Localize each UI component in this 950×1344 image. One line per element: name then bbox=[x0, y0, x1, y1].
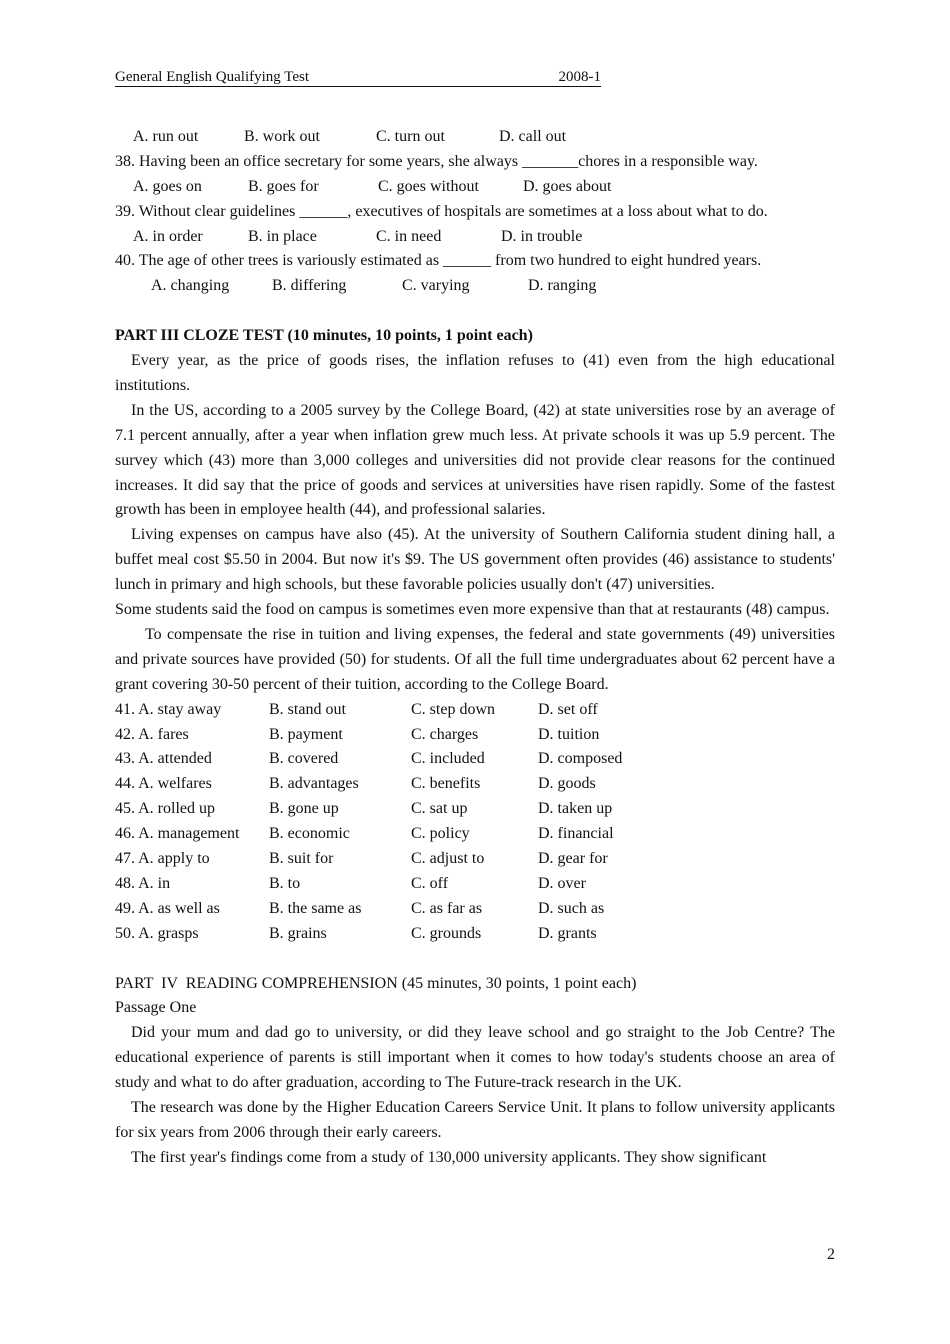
page-content bbox=[115, 125, 835, 1171]
choice-46-c: C. policy bbox=[411, 825, 470, 843]
part3-title: PART III CLOZE TEST (10 minutes, 10 points, 1 point each) bbox=[115, 327, 533, 345]
passage-paragraph-2: The research was done by the Higher Education Careers Service Unit. It plans to follow university applicants for six years from 2006 through their early careers. bbox=[115, 1099, 835, 1141]
cloze-paragraph-2: In the US, according to a 2005 survey by the College Board, (42) at state universities rose by an average of 7.1 percent annually, after a year when inflation grew much less. At private schools it was up 5.9 percent. The survey which (43) more than 3,000 colleges and universities did not provide clear reasons for the continued increases. It did say that the price of goods and services at universities have risen rapidly. Some of the fastest growth has been in employee health (44), and professional salaries. bbox=[115, 401, 835, 519]
choice-48-a: 48. A. in bbox=[115, 874, 171, 892]
choice-49-c: C. as far as bbox=[411, 899, 483, 917]
q39-option-c: C. in need bbox=[376, 227, 442, 245]
q38-stem: 38. Having been an office secretary for some years, she always _______chores in a responsible way. bbox=[115, 152, 758, 170]
q37-option-c: C. turn out bbox=[376, 128, 445, 145]
choice-42-d: D. tuition bbox=[538, 725, 600, 743]
q38-option-a: A. goes on bbox=[133, 177, 202, 195]
header-date: 2008-1 bbox=[558, 69, 601, 85]
choice-row-42 bbox=[115, 723, 835, 748]
q38-option-d: D. goes about bbox=[523, 177, 612, 195]
q40-stem: 40. The age of other trees is variously estimated as ______ from two hundred to eight hundred years. bbox=[115, 252, 762, 270]
choice-44-a: 44. A. welfares bbox=[115, 775, 212, 793]
choice-42-a: 42. A. fares bbox=[115, 725, 189, 743]
choice-49-d: D. such as bbox=[538, 899, 605, 917]
choice-41-b: B. stand out bbox=[269, 700, 346, 718]
choice-50-d: D. grants bbox=[538, 924, 597, 942]
q40-option-a: A. changing bbox=[151, 277, 230, 295]
choice-47-a: 47. A. apply to bbox=[115, 850, 210, 868]
choice-46-d: D. financial bbox=[538, 825, 614, 843]
choice-row-50 bbox=[115, 922, 835, 947]
q37-option-a: A. run out bbox=[133, 128, 199, 145]
q40-option-c: C. varying bbox=[402, 277, 470, 295]
cloze-paragraph-4: Some students said the food on campus is sometimes even more expensive than that at restaurants (48) campus. bbox=[115, 601, 830, 619]
passage-paragraph-1: Did your mum and dad go to university, or did they leave school and go straight to the Job Centre? The educational experience of parents is still important when it comes to how today's students choose an area of study and what to do after graduation, according to The Future-track research in the UK. bbox=[115, 1024, 835, 1092]
choice-46-b: B. economic bbox=[269, 825, 350, 843]
passage-paragraph-3: The first year's findings come from a study of 130,000 university applicants. They show significant bbox=[131, 1148, 767, 1166]
header-title: General English Qualifying Test bbox=[115, 69, 310, 85]
choice-row-44 bbox=[115, 772, 835, 797]
q37-option-d: D. call out bbox=[499, 128, 567, 145]
q37-option-b: B. work out bbox=[244, 128, 320, 145]
page-header bbox=[115, 68, 601, 87]
choice-45-c: C. sat up bbox=[411, 800, 468, 818]
choice-row-45 bbox=[115, 797, 835, 822]
choice-42-b: B. payment bbox=[269, 725, 343, 743]
choice-row-49 bbox=[115, 897, 835, 922]
q37-options bbox=[115, 125, 835, 150]
q40-options bbox=[115, 274, 835, 299]
choice-50-a: 50. A. grasps bbox=[115, 924, 199, 942]
choice-47-b: B. suit for bbox=[269, 850, 334, 868]
choice-41-c: C. step down bbox=[411, 700, 495, 718]
choice-row-47 bbox=[115, 847, 835, 872]
choice-41-d: D. set off bbox=[538, 700, 598, 718]
q38-option-c: C. goes without bbox=[378, 177, 479, 195]
choice-row-43 bbox=[115, 747, 835, 772]
choice-49-a: 49. A. as well as bbox=[115, 899, 220, 917]
q39-stem: 39. Without clear guidelines ______, executives of hospitals are sometimes at a loss about what to do. bbox=[115, 202, 768, 220]
choice-41-a: 41. A. stay away bbox=[115, 700, 222, 718]
choice-45-b: B. gone up bbox=[269, 800, 339, 818]
choice-48-d: D. over bbox=[538, 874, 586, 892]
choice-47-d: D. gear for bbox=[538, 850, 608, 868]
choice-43-d: D. composed bbox=[538, 750, 623, 768]
q39-option-d: D. in trouble bbox=[501, 227, 583, 245]
passage-title: Passage One bbox=[115, 999, 197, 1017]
q39-option-b: B. in place bbox=[248, 227, 317, 245]
choice-42-c: C. charges bbox=[411, 725, 479, 743]
cloze-paragraph-1: Every year, as the price of goods rises, the inflation refuses to (41) even from the high educational institutions. bbox=[115, 352, 835, 394]
q39-option-a: A. in order bbox=[133, 227, 203, 245]
q38-options bbox=[115, 175, 835, 200]
choice-44-b: B. advantages bbox=[269, 775, 359, 793]
q38-option-b: B. goes for bbox=[248, 177, 319, 195]
cloze-paragraph-3: Living expenses on campus have also (45). At the university of Southern California student dining hall, a buffet meal cost $5.50 in 2004. But now it's $9. The US government often provides (46) assistance to students' lunch in primary and high schools, but these favorable policies usually don't (47) universities. bbox=[115, 526, 835, 594]
choice-44-d: D. goods bbox=[538, 775, 596, 793]
choice-50-c: C. grounds bbox=[411, 924, 482, 942]
q39-options bbox=[115, 225, 835, 250]
choice-49-b: B. the same as bbox=[269, 899, 362, 917]
choice-46-a: 46. A. management bbox=[115, 825, 240, 843]
choice-48-b: B. to bbox=[269, 874, 301, 892]
choice-44-c: C. benefits bbox=[411, 775, 481, 793]
choice-row-48 bbox=[115, 872, 835, 897]
choice-45-a: 45. A. rolled up bbox=[115, 800, 215, 818]
choice-row-41 bbox=[115, 698, 835, 723]
choice-row-46 bbox=[115, 822, 835, 847]
choice-43-c: C. included bbox=[411, 750, 485, 768]
q40-option-d: D. ranging bbox=[528, 277, 597, 295]
choice-43-b: B. covered bbox=[269, 750, 339, 768]
q40-option-b: B. differing bbox=[272, 277, 347, 295]
cloze-choices bbox=[115, 698, 835, 947]
choice-43-a: 43. A. attended bbox=[115, 750, 212, 768]
choice-45-d: D. taken up bbox=[538, 800, 613, 818]
choice-47-c: C. adjust to bbox=[411, 850, 485, 868]
choice-50-b: B. grains bbox=[269, 924, 327, 942]
choice-48-c: C. off bbox=[411, 874, 449, 892]
cloze-paragraph-5: To compensate the rise in tuition and living expenses, the federal and state governments (49) universities and private sources have provided (50) for students. Of all the full time undergraduates about 62 percent have a grant covering 30-50 percent of their tuition, according to the College Board. bbox=[115, 625, 835, 693]
part4-title: PART IV READING COMPREHENSION (45 minutes, 30 points, 1 point each) bbox=[115, 974, 637, 992]
page-number: 2 bbox=[827, 1246, 835, 1263]
